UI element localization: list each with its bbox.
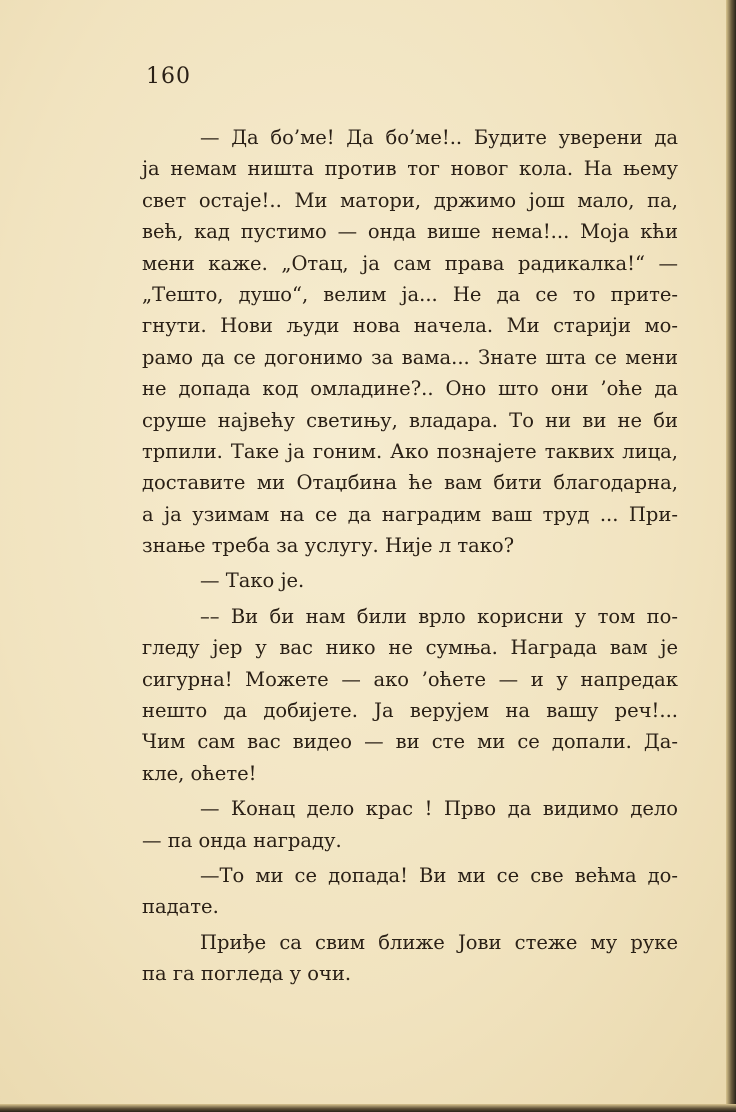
text-line: падате.: [142, 895, 219, 919]
paragraph: [142, 927, 678, 990]
text-line: — Тако је.: [200, 569, 305, 593]
text-line: —То ми се допада! Ви ми се све већма до-: [200, 863, 678, 887]
text-line: — па онда награду.: [142, 828, 342, 852]
paragraph: [142, 860, 678, 923]
text-line: — Да бо’ме! Да бо’ме!.. Будите уверени да: [200, 126, 678, 149]
text-line: а ја узимам на се да наградим ваш труд ... При-: [142, 502, 678, 526]
text-line: трпили. Таке ја гоним. Ако познајете таквих лица,: [142, 439, 678, 463]
text-line: „Тешто, душо“, велим ја... Не да се то прите-: [142, 282, 678, 306]
text-line: ја немам ништа против тог новог кола. На њему: [142, 157, 678, 181]
text-line: гнути. Нови људи нова начела. Ми старији мо-: [142, 314, 678, 338]
text-line: већ, кад пустимо — онда више нема!... Моја кћи: [142, 220, 678, 244]
text-line: не допада код омладине?.. Оно што они ’оће да: [142, 377, 678, 401]
text-line: свет остаје!.. Ми матори, држимо још мало, па,: [142, 188, 678, 212]
text-line: знање треба за услугу. Није л тако?: [142, 534, 515, 558]
page-edge-shadow: [726, 0, 736, 1112]
page-number: 160: [146, 64, 191, 89]
text-line: гледу јер у вас нико не сумња. Награда вам је: [142, 636, 678, 660]
paragraph: [142, 122, 678, 561]
text-line: Приђе са свим ближе Јови стеже му руке: [200, 930, 678, 954]
text-line: кле, оћете!: [142, 761, 257, 785]
text-line: сруше највећу светињу, владара. То ни ви не би: [142, 408, 678, 432]
page-bottom-shadow: [0, 1104, 736, 1112]
text-line: Чим сам вас видео — ви сте ми се допали. Да-: [142, 730, 678, 754]
paragraph: [142, 793, 678, 856]
text-line: — Конац дело крас ! Прво да видимо дело: [200, 797, 678, 821]
text-line: мени каже. „Отац, ја сам права радикалка!“ —: [142, 251, 678, 275]
paragraph: [142, 601, 678, 789]
text-line: доставите ми Отаџбина ће вам бити благодарна,: [142, 471, 678, 495]
body-text: [142, 122, 678, 990]
text-line: сигурна! Можете — ако ’оћете — и у напредак: [142, 667, 678, 691]
text-line: нешто да добијете. Ја верујем на вашу реч!...: [142, 699, 678, 723]
text-line: па га погледа у очи.: [142, 962, 352, 986]
text-line: –– Ви би нам били врло корисни у том по-: [200, 604, 678, 628]
paragraph: [142, 565, 678, 596]
text-line: рамо да се догонимо за вама... Знате шта се мени: [142, 345, 678, 369]
